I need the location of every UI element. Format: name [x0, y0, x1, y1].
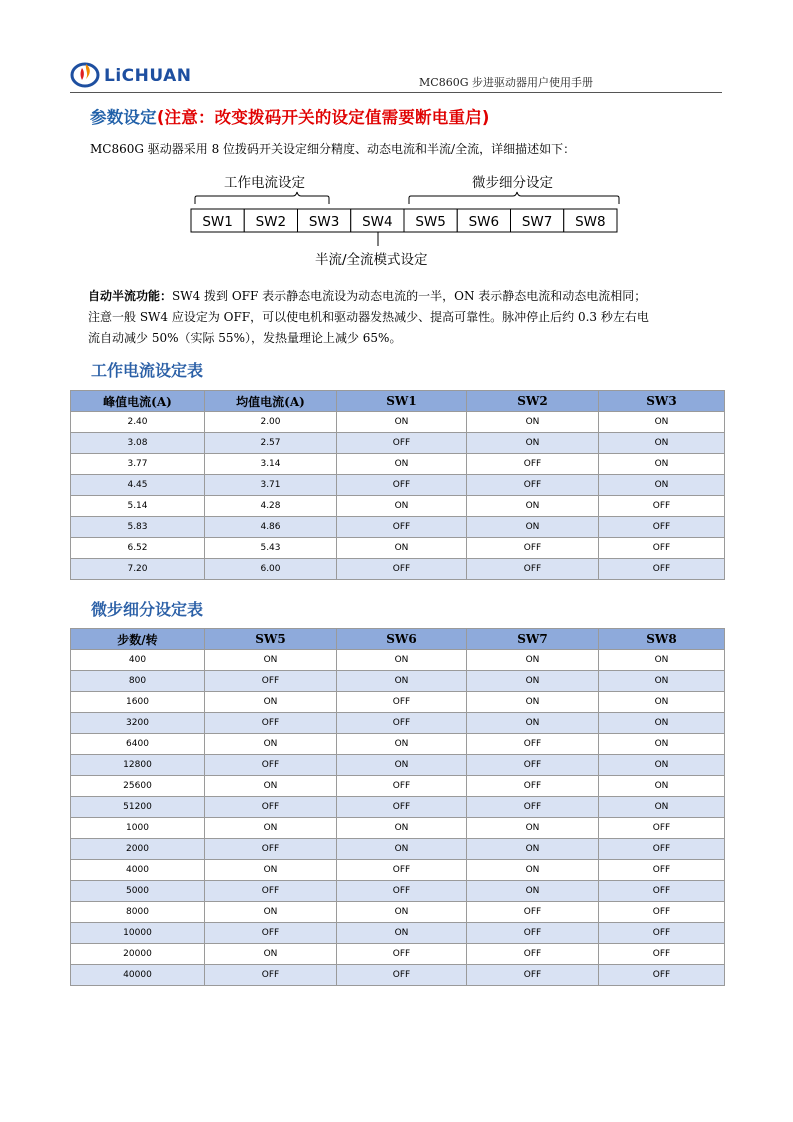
- diagram-current-label: 工作电流设定: [224, 175, 305, 191]
- table-cell: OFF: [467, 538, 599, 559]
- table-row: [71, 902, 725, 923]
- table-cell: OFF: [205, 923, 337, 944]
- table-cell: ON: [467, 671, 599, 692]
- table-cell: ON: [467, 496, 599, 517]
- table-cell: ON: [337, 538, 467, 559]
- logo-flame-icon: [70, 58, 104, 90]
- header-divider: [70, 92, 722, 93]
- table-cell: ON: [467, 412, 599, 433]
- table-cell: ON: [337, 818, 467, 839]
- table-row: [71, 559, 725, 580]
- table-cell: ON: [205, 818, 337, 839]
- auto-half-text-1: SW4 拨到 OFF 表示静态电流设为动态电流的一半，ON 表示静态电流和动态电流相同；: [172, 289, 647, 303]
- table-row: [71, 734, 725, 755]
- switch-label: SW2: [255, 214, 287, 230]
- table-cell: 51200: [71, 797, 205, 818]
- table-row: [71, 475, 725, 496]
- table-cell: OFF: [599, 839, 725, 860]
- table-cell: 5.14: [71, 496, 205, 517]
- table-cell: 4.45: [71, 475, 205, 496]
- table-cell: OFF: [337, 433, 467, 454]
- auto-half-line-1: [88, 287, 646, 304]
- switch-label: SW5: [415, 214, 446, 230]
- current-setting-table: [70, 390, 725, 580]
- table-cell: 7.20: [71, 559, 205, 580]
- table-cell: OFF: [337, 713, 467, 734]
- table-row: [71, 965, 725, 986]
- table-cell: 3.71: [205, 475, 337, 496]
- table-cell: 5.83: [71, 517, 205, 538]
- table-cell: OFF: [337, 881, 467, 902]
- table-cell: OFF: [599, 902, 725, 923]
- table-cell: ON: [467, 650, 599, 671]
- table-cell: ON: [599, 797, 725, 818]
- column-header: SW3: [599, 391, 725, 412]
- auto-half-line-2: 注意一般 SW4 应设定为 OFF，可以使电机和驱动器发热减少、提高可靠性。脉冲停止后约 0.3 秒左右电: [88, 310, 649, 324]
- table-cell: OFF: [337, 559, 467, 580]
- table-cell: ON: [467, 692, 599, 713]
- document-title: MC860G 步进驱动器用户使用手册: [419, 76, 593, 89]
- table-cell: ON: [599, 454, 725, 475]
- table-cell: ON: [337, 839, 467, 860]
- table-cell: ON: [337, 734, 467, 755]
- table-cell: OFF: [467, 797, 599, 818]
- table-cell: OFF: [337, 475, 467, 496]
- table-row: [71, 454, 725, 475]
- switch-label: SW3: [308, 214, 340, 230]
- table-row: [71, 671, 725, 692]
- table-cell: ON: [205, 860, 337, 881]
- diagram-halfcurrent-label: 半流/全流模式设定: [315, 252, 428, 268]
- table-cell: ON: [599, 412, 725, 433]
- dip-switch-diagram: [189, 168, 621, 270]
- table-row: [71, 755, 725, 776]
- table-cell: ON: [337, 755, 467, 776]
- table-row: [71, 839, 725, 860]
- column-header: 峰值电流(A): [71, 391, 205, 412]
- section-title-text: 参数设定: [90, 108, 157, 127]
- switch-label: SW4: [362, 214, 393, 230]
- column-header: SW6: [337, 629, 467, 650]
- table-cell: OFF: [467, 923, 599, 944]
- table-cell: ON: [205, 650, 337, 671]
- table-cell: 12800: [71, 755, 205, 776]
- microstep-brace: [409, 192, 619, 204]
- table-cell: 3200: [71, 713, 205, 734]
- table-cell: ON: [599, 713, 725, 734]
- table-cell: 10000: [71, 923, 205, 944]
- table-cell: 2.40: [71, 412, 205, 433]
- table-cell: ON: [467, 713, 599, 734]
- auto-half-line-3: 流自动减少 50%（实际 55%），发热量理论上减少 65%。: [88, 331, 402, 345]
- table-cell: ON: [337, 496, 467, 517]
- table-cell: OFF: [205, 671, 337, 692]
- table-cell: OFF: [467, 965, 599, 986]
- table-cell: 400: [71, 650, 205, 671]
- table-cell: OFF: [337, 965, 467, 986]
- table-row: [71, 713, 725, 734]
- current-brace: [195, 192, 329, 204]
- table-cell: ON: [205, 776, 337, 797]
- auto-half-label: 自动半流功能：: [88, 289, 173, 303]
- table-row: [71, 860, 725, 881]
- table-cell: OFF: [599, 818, 725, 839]
- table-cell: 5000: [71, 881, 205, 902]
- table-cell: OFF: [599, 538, 725, 559]
- table-cell: ON: [205, 692, 337, 713]
- table-cell: OFF: [599, 944, 725, 965]
- microstep-setting-table: [70, 628, 725, 986]
- table-cell: ON: [205, 944, 337, 965]
- column-header: SW2: [467, 391, 599, 412]
- table-row: [71, 944, 725, 965]
- table-cell: OFF: [337, 776, 467, 797]
- table-row: [71, 797, 725, 818]
- switch-label: SW1: [202, 214, 233, 230]
- table-cell: ON: [599, 692, 725, 713]
- table-cell: ON: [599, 433, 725, 454]
- table-cell: OFF: [337, 944, 467, 965]
- section-title: [90, 104, 490, 128]
- table-row: [71, 692, 725, 713]
- table-row: [71, 776, 725, 797]
- switch-row: [191, 209, 617, 232]
- switch-label: SW6: [468, 214, 500, 230]
- table-cell: OFF: [337, 860, 467, 881]
- table-cell: OFF: [337, 517, 467, 538]
- table-cell: 8000: [71, 902, 205, 923]
- table-row: [71, 818, 725, 839]
- table-cell: ON: [205, 902, 337, 923]
- section-title-note: (注意：改变拨码开关的设定值需要断电重启): [156, 108, 490, 127]
- table-row: [71, 650, 725, 671]
- table-cell: OFF: [467, 734, 599, 755]
- table-cell: 800: [71, 671, 205, 692]
- table-cell: OFF: [467, 475, 599, 496]
- table-cell: 2000: [71, 839, 205, 860]
- column-header: 均值电流(A): [205, 391, 337, 412]
- table-cell: ON: [599, 650, 725, 671]
- table-row: [71, 412, 725, 433]
- table-cell: ON: [599, 755, 725, 776]
- table-cell: OFF: [599, 923, 725, 944]
- table-cell: 4000: [71, 860, 205, 881]
- table-cell: OFF: [205, 713, 337, 734]
- table-cell: 40000: [71, 965, 205, 986]
- table-cell: OFF: [467, 944, 599, 965]
- table-cell: 2.00: [205, 412, 337, 433]
- table-cell: OFF: [467, 902, 599, 923]
- table-cell: OFF: [599, 559, 725, 580]
- table-cell: ON: [599, 776, 725, 797]
- table-cell: OFF: [599, 881, 725, 902]
- table-cell: ON: [467, 881, 599, 902]
- table-cell: ON: [337, 671, 467, 692]
- table-row: [71, 881, 725, 902]
- table-cell: ON: [467, 517, 599, 538]
- table-cell: 4.86: [205, 517, 337, 538]
- table-row: [71, 496, 725, 517]
- column-header: SW5: [205, 629, 337, 650]
- table-cell: ON: [337, 902, 467, 923]
- table-cell: ON: [205, 734, 337, 755]
- intro-paragraph: MC860G 驱动器采用 8 位拨码开关设定细分精度、动态电流和半流/全流，详细描述如下：: [90, 142, 576, 156]
- table-cell: OFF: [467, 776, 599, 797]
- table-cell: 1600: [71, 692, 205, 713]
- table-cell: ON: [337, 412, 467, 433]
- table-cell: OFF: [337, 692, 467, 713]
- table-cell: 25600: [71, 776, 205, 797]
- table-cell: OFF: [205, 965, 337, 986]
- table-cell: ON: [467, 839, 599, 860]
- table-cell: ON: [337, 923, 467, 944]
- column-header: SW8: [599, 629, 725, 650]
- table-cell: 4.28: [205, 496, 337, 517]
- table-cell: OFF: [467, 755, 599, 776]
- table-cell: ON: [467, 818, 599, 839]
- column-header: SW7: [467, 629, 599, 650]
- logo-text: LiCHUAN: [104, 66, 192, 86]
- table-cell: 3.14: [205, 454, 337, 475]
- table-row: [71, 433, 725, 454]
- table-cell: 6.52: [71, 538, 205, 559]
- switch-label: SW8: [575, 214, 606, 230]
- table-cell: OFF: [205, 839, 337, 860]
- table-cell: OFF: [467, 454, 599, 475]
- table-cell: 3.08: [71, 433, 205, 454]
- table-cell: OFF: [599, 965, 725, 986]
- table-cell: 6.00: [205, 559, 337, 580]
- table-cell: OFF: [599, 496, 725, 517]
- switch-label: SW7: [521, 214, 553, 230]
- diagram-microstep-label: 微步细分设定: [472, 175, 553, 191]
- table-cell: 3.77: [71, 454, 205, 475]
- table-cell: ON: [467, 433, 599, 454]
- table-row: [71, 538, 725, 559]
- step-table-title: 微步细分设定表: [91, 600, 204, 619]
- table-cell: ON: [599, 671, 725, 692]
- table-cell: 1000: [71, 818, 205, 839]
- table-cell: OFF: [205, 881, 337, 902]
- table-row: [71, 517, 725, 538]
- table-row: [71, 923, 725, 944]
- company-logo: [70, 58, 190, 90]
- table-cell: OFF: [599, 860, 725, 881]
- table-cell: 5.43: [205, 538, 337, 559]
- current-table-title: 工作电流设定表: [91, 361, 204, 380]
- table-cell: OFF: [599, 517, 725, 538]
- table-cell: ON: [467, 860, 599, 881]
- table-cell: OFF: [337, 797, 467, 818]
- table-cell: ON: [599, 475, 725, 496]
- column-header: 步数/转: [71, 629, 205, 650]
- table-cell: ON: [337, 650, 467, 671]
- table-cell: OFF: [205, 797, 337, 818]
- table-cell: 6400: [71, 734, 205, 755]
- table-cell: OFF: [205, 755, 337, 776]
- table-cell: OFF: [467, 559, 599, 580]
- table-cell: 2.57: [205, 433, 337, 454]
- table-cell: 20000: [71, 944, 205, 965]
- column-header: SW1: [337, 391, 467, 412]
- table-cell: ON: [337, 454, 467, 475]
- table-cell: ON: [599, 734, 725, 755]
